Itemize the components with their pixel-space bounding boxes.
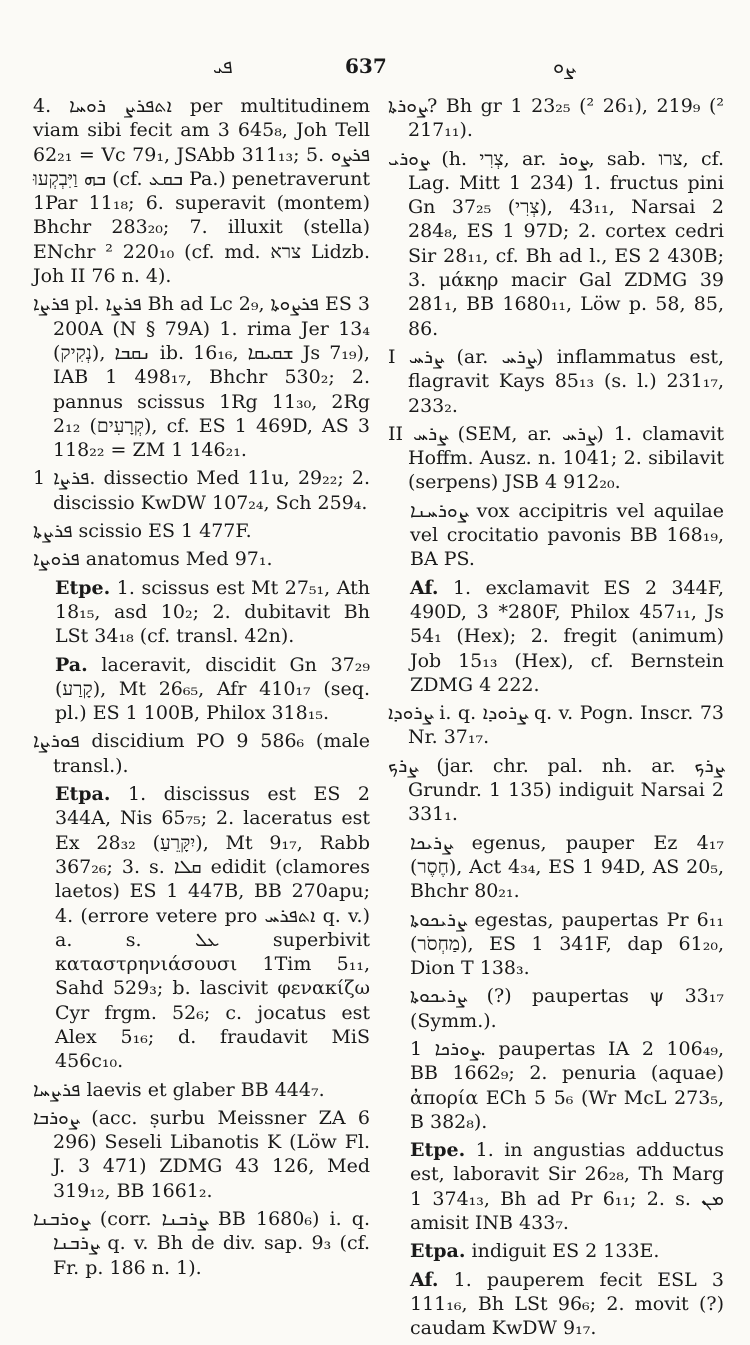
dictionary-entry xyxy=(388,1268,724,1341)
entry-text: II ܨܪܚ (SEM, ar. ܨܪܚ) 1. clamavit Hoffm. Ausz. n. 1041; 2. sibilavit (serpens) JSB 4 912₂₀. xyxy=(388,422,724,494)
entry-text: ܨܘܪܝ (h. צְרִי, ar. ܨܘܪ, sab. צרו, cf. Lag. Mitt 1 234) 1. fructus pini Gn 37₂₅ (צְרִי), 43₁₁, Narsai 2 284₈, ES 1 97D; 2. cortex cedri Sir 28₁₁, cf. Bh ad l., ES 2 430B; 3. μάκηρ macir Gal ZDMG 39 281₁, BB 1680₁₁, Löw p. 58, 85, 86. xyxy=(388,147,724,340)
entry-text: ܨܘܪܚܢܐ vox accipitris vel aquilae vel crocitatio pavonis BB 168₁₉, BA PS. xyxy=(410,499,724,571)
entry-text: 4. ܐܬܦܪܨ ܪܘܚܐ per multitudinem viam sibi fecit am 3 645₈, Joh Tell 62₂₁ = Vc 79₁, JSAbb 311₁₃; 5. ܦܪܨܘ ܒܗ וַיִּבְקְעוּ (cf. ܒܩܥ Pa.) penetraverunt 1Par 11₁₈; 6. superavit (montem) Bhchr 283₂₀; 7. illuxit (stella) ENchr ² 220₁₀ (cf. md. צרא Lidzb. Joh II 76 n. 4). xyxy=(33,95,371,288)
entry-stem-label: Pa. xyxy=(55,653,88,676)
dictionary-entry xyxy=(33,653,370,726)
dictionary-entry xyxy=(388,908,724,981)
dictionary-entry xyxy=(388,1037,724,1134)
header-right-letters: ܨܘ xyxy=(553,54,575,78)
dictionary-entry xyxy=(33,1207,370,1280)
left-column xyxy=(33,94,370,1284)
dictionary-entry xyxy=(388,701,724,750)
entry-text: 1. scissus est Mt 27₅₁, Ath 18₁₅, asd 10₂; 2. dubitavit Bh LSt 34₁₈ (cf. transl. 42n). xyxy=(55,576,370,648)
dictionary-entry xyxy=(33,466,370,515)
entry-text: ܦܪܨܬܐ scissio ES 1 477F. xyxy=(33,520,252,543)
entry-text: ܨܘܪܬܐ? Bh gr 1 23₂₅ (² 26₁), 219₉ (² 217₁₁). xyxy=(388,95,724,142)
dictionary-entry xyxy=(388,1138,724,1235)
dictionary-entry xyxy=(388,754,724,827)
entry-text: I ܨܪܚ (ar. ܨܪܚ) inflammatus est, flagravit Kays 85₁₃ (s. l.) 231₁₇, 233₂. xyxy=(388,345,725,417)
entry-stem-label: Etpa. xyxy=(55,783,111,806)
entry-text: ܨܪܝܟܘܬܐ egestas, paupertas Pr 6₁₁ (מַחְסֹר), ES 1 341F, dap 61₂₀, Dion T 138₃. xyxy=(410,908,724,980)
entry-text: laceravit, discidit Gn 37₂₉ (קָרַע), Mt 26₆₅, Afr 410₁₇ (seq. pl.) ES 1 100B, Philox 318₁₅. xyxy=(55,653,370,725)
dictionary-entry xyxy=(388,1239,724,1263)
entry-text: 1. pauperem fecit ESL 3 111₁₆, Bh LSt 96₆; 2. movit (?) caudam KwDW 9₁₇. xyxy=(410,1268,724,1340)
entry-text: ܨܪܘܕܐ i. q. ܨܪܘܕܐ q. v. Pogn. Inscr. 73 Nr. 37₁₇. xyxy=(388,702,724,749)
entry-stem-label: Etpe. xyxy=(55,576,111,599)
entry-text: ܦܪܨܐ pl. ܦܪܨܐ Bh ad Lc 2₉, ܦܪܨܘܬܐ ES 3 200A (N § 79A) 1. rima Jer 13₄ (נְקִיק), ܢܩܒܐ ib. 16₁₆, ܫܩܝܩܐ Js 7₁₉), IAB 1 498₁₇, Bhchr 530₂; 2. pannus scissus 1Rg 11₃₀, 2Rg 2₁₂ (קְרָעִים), cf. ES 1 469D, AS 3 118₂₂ = ZM 1 146₂₁. xyxy=(33,293,370,462)
entry-text: ܨܪܟ (jar. chr. pal. nh. ar. ܨܪܟ Grundr. 1 135) indiguit Narsai 2 331₁. xyxy=(388,754,724,826)
entry-text: ܦܪܨܐ 1. dissectio Med 11u, 29₂₂; 2. discissio KwDW 107₂₄, Sch 259₄. xyxy=(33,467,370,514)
dictionary-entry xyxy=(33,782,370,1074)
running-header xyxy=(0,54,750,84)
dictionary-entry xyxy=(388,831,724,904)
entry-text: ܨܘܪܟܐ 1. paupertas IA 2 106₄₉, BB 1662₉; 2. penuria (aquae) ἀπορία ECh 5 5₆ (Wr McL 273₅, B 382₈). xyxy=(410,1037,724,1133)
entry-stem-label: Af. xyxy=(410,576,439,599)
entry-stem-label: Af. xyxy=(410,1268,439,1291)
right-column xyxy=(388,94,724,1345)
header-left-letters: ܦܝ xyxy=(213,54,233,78)
dictionary-entry xyxy=(33,576,370,649)
dictionary-entry xyxy=(388,94,724,143)
dictionary-entry xyxy=(33,94,370,288)
entry-text: ܨܪܝܟܐ egenus, pauper Ez 4₁₇ (חֶסֶר), Act 4₃₄, ES 1 94D, AS 20₅, Bhchr 80₂₁. xyxy=(410,831,724,903)
entry-text: 1. exclamavit ES 2 344F, 490D, 3 *280F, Philox 457₁₁, Js 54₁ (Hex); 2. fregit (animum) Job 15₁₃ (Hex), cf. Bernstein ZDMG 4 222. xyxy=(410,576,724,696)
entry-text: ܦܘܪܨܐ discidium PO 9 586₆ (male transl.). xyxy=(33,730,370,777)
dictionary-entry xyxy=(33,292,370,462)
entry-text: 1. discissus est ES 2 344A, Nis 65₇₅; 2. laceratus est Ex 28₃₂ (יִקָּרֵעַ), Mt 9₁₇, Rabb 367₂₆; 3. s. ܩܠܐ edidit (clamores laetos) ES 1 447B, BB 270apu; 4. (errore vetere pro ܐܬܦܪܚ q. v.) a. s. ܥܠ superbivit καταστρηνιάσουσι 1Tim 5₁₁, Sahd 529₃; b. lascivit φενακίζω Cyr frgm. 52₆; c. jocatus est Alex 5₁₆; d. fraudavit MiS 456c₁₀. xyxy=(55,783,370,1073)
dictionary-entry xyxy=(33,519,370,543)
dictionary-entry xyxy=(33,547,370,571)
entry-stem-label: Etpa. xyxy=(410,1240,466,1263)
entry-text: ܦܪܘܨܐ anatomus Med 97₁. xyxy=(33,548,273,571)
dictionary-entry xyxy=(388,499,724,572)
dictionary-entry xyxy=(388,345,724,418)
entry-text: ܦܪܨܚܐ laevis et glaber BB 444₇. xyxy=(33,1078,325,1101)
entry-text: indiguit ES 2 133E. xyxy=(465,1240,660,1263)
dictionary-entry xyxy=(388,984,724,1033)
dictionary-entry xyxy=(33,1078,370,1102)
dictionary-entry xyxy=(33,1106,370,1203)
entry-text: 1. in angustias adductus est, laboravit Sir 26₂₈, Th Marg 1 374₁₃, Bh ad Pr 6₁₁; 2. s. ܡܢ amisit INB 433₇. xyxy=(410,1139,724,1235)
dictionary-entry xyxy=(33,729,370,778)
entry-text: ܨܪܝܟܘܬܐ (?) paupertas ψ 33₁₇ (Symm.). xyxy=(410,985,724,1032)
dictionary-entry xyxy=(388,147,724,341)
dictionary-entry xyxy=(388,422,724,495)
entry-text: ܨܘܪܒܢܐ (corr. ܨܪܒܢܐ BB 1680₆) i. q. ܨܪܒܢܐ q. v. Bh de div. sap. 9₃ (cf. Fr. p. 186 n. 1). xyxy=(33,1208,370,1279)
dictionary-entry xyxy=(388,576,724,697)
page-number: 637 xyxy=(345,54,387,78)
entry-text: ܨܘܪܒܐ (acc. ṣurbu Meissner ZA 6 296) Seseli Libanotis K (Löw Fl. J. 3 471) ZDMG 43 126, Med 319₁₂, BB 1661₂. xyxy=(33,1106,370,1202)
entry-stem-label: Etpe. xyxy=(410,1139,466,1162)
